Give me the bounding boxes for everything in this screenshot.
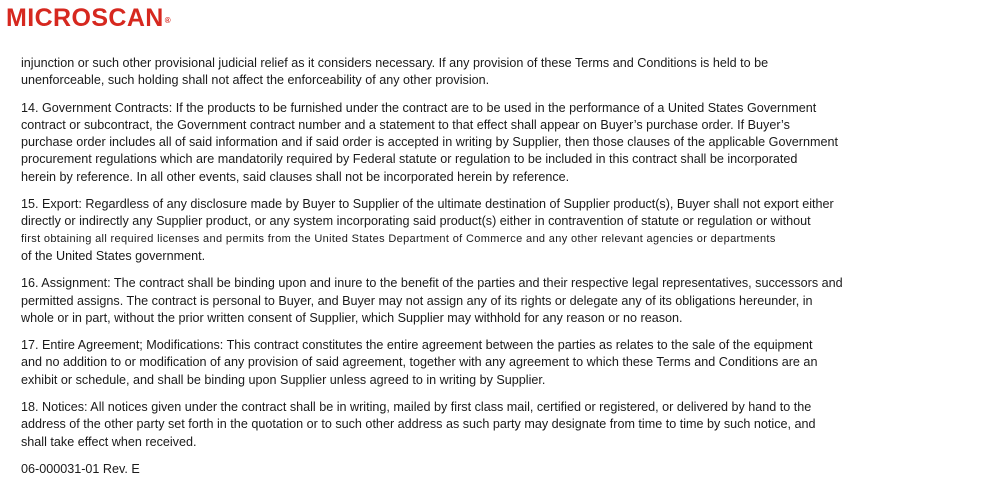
paragraph-line: injunction or such other provisional judicial relief as it considers necessary. If any provision of these Terms and Conditions is held to be	[21, 56, 769, 70]
paragraph-line: 14. Government Contracts: If the products to be furnished under the contract are to be used in the performance of a United States Government	[21, 100, 817, 115]
paragraph-line: address of the other party set forth in the quotation or to such other address as such party may designate from time to time by such notice, and	[21, 417, 816, 432]
microscan-logo	[6, 3, 171, 33]
paragraph-line: procurement regulations which are mandatorily required by Federal statute or regulation to be included in this contract shall be incorporated	[21, 152, 798, 167]
paragraph-line: first obtaining all required licenses and permits from the United States Department of Commerce and any other relevant agencies or departments	[21, 232, 776, 245]
paragraph-line: herein by reference. In all other events, said clauses shall not be incorporated herein by reference.	[21, 169, 570, 184]
paragraph-line: and no addition to or modification of any provision of said agreement, together with any agreement to which these Terms and Conditions are an	[21, 355, 818, 370]
paragraph-line: permitted assigns. The contract is personal to Buyer, and Buyer may not assign any of its rights or delegate any of its obligations hereunder, in	[21, 293, 813, 308]
paragraph-line: 17. Entire Agreement; Modifications: This contract constitutes the entire agreement between the parties as relates to the sale of the equipment	[21, 338, 813, 353]
document-revision: 06-000031-01 Rev. E	[21, 461, 140, 476]
paragraph-government-contracts	[21, 100, 961, 186]
paragraph-line: whole or in part, without the prior written consent of Supplier, which Supplier may withhold for any reason or no reason.	[21, 310, 683, 325]
paragraph-line: unenforceable, such holding shall not affect the enforceability of any other provision.	[21, 73, 490, 88]
paragraph-entire-agreement	[21, 337, 961, 389]
paragraph-export	[21, 196, 961, 265]
paragraph-line: 16. Assignment: The contract shall be binding upon and inure to the benefit of the parties and their respective legal representatives, successors and	[21, 276, 843, 291]
paragraph-line: 15. Export: Regardless of any disclosure made by Buyer to Supplier of the ultimate destination of Supplier product(s), Buyer shall not export either	[21, 197, 834, 212]
paragraph-assignment	[21, 275, 961, 327]
paragraph-line: shall take effect when received.	[21, 434, 197, 449]
paragraph-injunction	[21, 55, 961, 90]
paragraph-notices	[21, 399, 961, 451]
terms-document	[21, 55, 961, 478]
paragraph-line: directly or indirectly any Supplier product, or any system incorporating said product(s) either in contravention of statute or regulation or without	[21, 214, 811, 229]
registered-mark: ®	[164, 16, 172, 25]
paragraph-line: of the United States government.	[21, 248, 206, 263]
paragraph-line: 18. Notices: All notices given under the contract shall be in writing, mailed by first class mail, certified or registered, or delivered by hand to the	[21, 400, 812, 415]
paragraph-line: contract or subcontract, the Government contract number and a statement to that effect shall appear on Buyer’s purchase order. If Buyer’s	[21, 117, 790, 132]
paragraph-line: exhibit or schedule, and shall be binding upon Supplier unless agreed to in writing by Supplier.	[21, 372, 546, 387]
logo-text: MICROSCAN	[6, 4, 164, 32]
paragraph-line: purchase order includes all of said information and if said order is accepted in writing by Supplier, then those clauses of the applicable Government	[21, 135, 838, 150]
